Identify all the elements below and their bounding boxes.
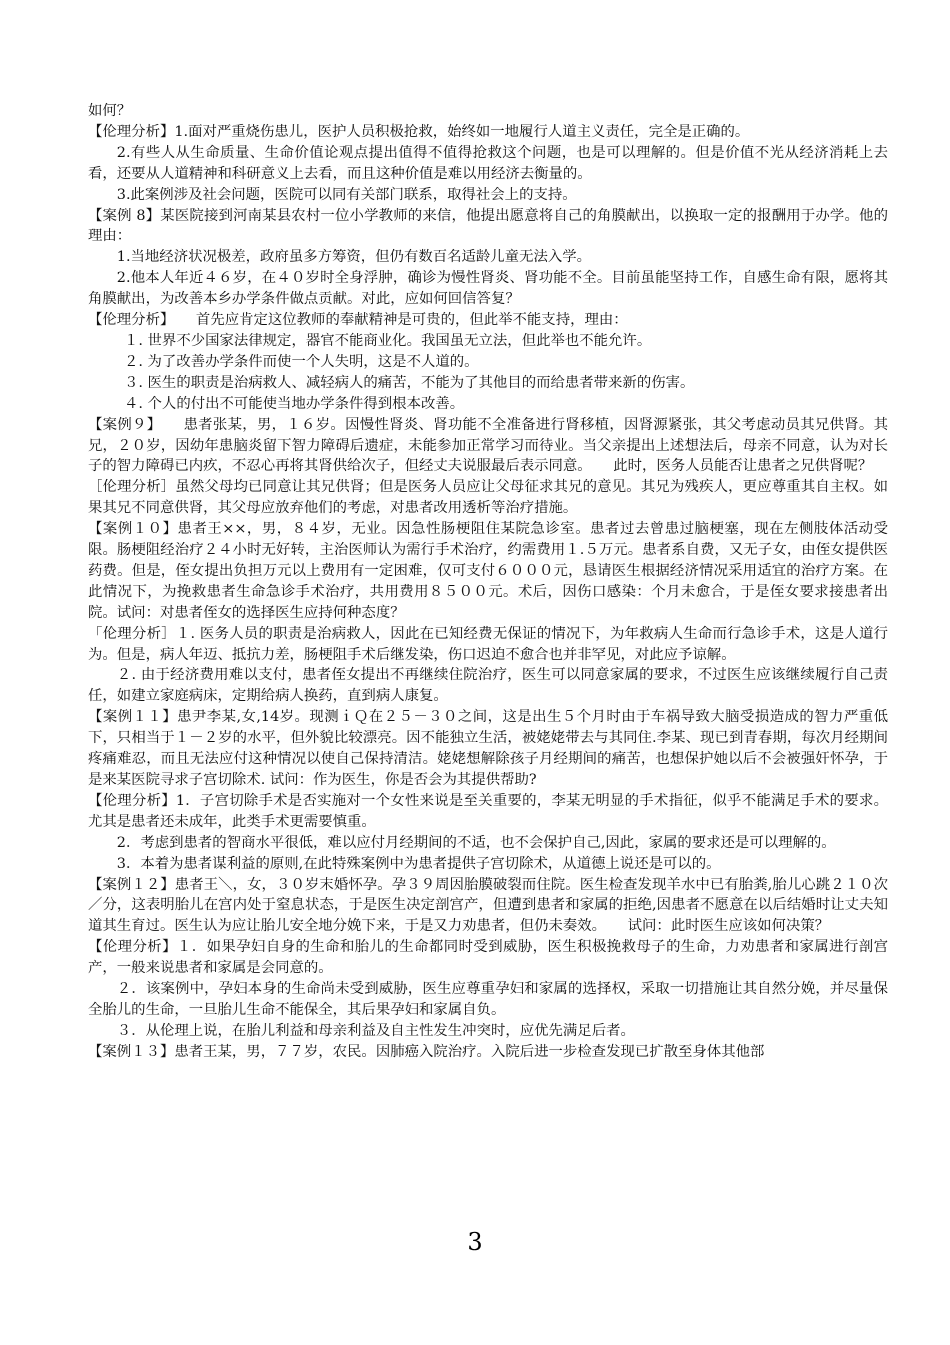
paragraph: 2．考虑到患者的智商水平很低，难以应付月经期间的不适，也不会保护自己,因此，家属的要求还是可以理解的。: [116, 834, 836, 851]
paragraph: ３．从伦理上说，在胎儿利益和母亲利益及自主性发生冲突时，应优先满足后者。: [116, 1022, 635, 1039]
document-body: [88, 101, 888, 1063]
paragraph: 3．本着为患者谋利益的原则,在此特殊案例中为患者提供子宫切除术，从道德上说还是可以的。: [116, 855, 721, 872]
paragraph: ４. 个人的付出不可能使当地办学条件得到根本改善。: [124, 395, 465, 412]
page-number: 3: [467, 1228, 483, 1256]
paragraph: ［伦理分析］虽然父母均已同意让其兄供肾；但是医务人员应让父母征求其兄的意见。其兄为残疾人，更应尊重其自主权。如果其兄不同意供肾，其父母应放弃他们的考虑，对患者改用透析等治疗措施。: [88, 479, 888, 517]
paragraph: ２. 由于经济费用难以支付，患者侄女提出不再继续住院治疗，医生可以同意家属的要求，不过医生应该继续履行自己责任，如建立家庭病床，定期给病人换药，直到病人康复。: [88, 667, 888, 705]
paragraph: １. 世界不少国家法律规定，器官不能商业化。我国虽无立法，但此举也不能允许。: [124, 332, 652, 349]
paragraph: ２．该案例中，孕妇本身的生命尚未受到威胁，医生应尊重孕妇和家属的选择权，采取一切措施让其自然分娩，并尽量保全胎儿的生命，一旦胎儿生命不能保全，其后果孕妇和家属自负。: [88, 981, 888, 1018]
paragraph: 【伦理分析】１．如果孕妇自身的生命和胎儿的生命都同时受到威胁，医生积极挽救母子的生命，力劝患者和家属进行剖宫产，一般来说患者和家属是会同意的。: [88, 939, 888, 977]
paragraph: 【案例 8】某医院接到河南某县农村一位小学教师的来信，他提出愿意将自己的角膜献出，以换取一定的报酬用于办学。他的理由：: [88, 207, 888, 245]
paragraph: ３. 医生的职责是治病救人、减轻病人的痛苦，不能为了其他目的而给患者带来新的伤害。: [124, 374, 695, 391]
paragraph: 【伦理分析】 首先应肯定这位教师的奉献精神是可贵的，但此举不能支持，理由：: [88, 312, 628, 329]
paragraph: 「伦理分析］１. 医务人员的职责是治病救人，因此在已知经费无保证的情况下，为年救病人生命而行急诊手术，这是人道行为。但是，病人年迈、抵抗力差，肠梗阻手术后继发染，伤口迟迫不愈合也并非罕见，对此应予谅解。: [88, 625, 888, 663]
paragraph: 3.此案例涉及社会问题，医院可以同有关部门联系，取得社会上的支持。: [116, 186, 577, 203]
paragraph: 【案例１２】患者王＼，女，３０岁末婚怀孕。孕３９周因胎膜破裂而住院。医生检查发现羊水中已有胎粪,胎儿心跳２１０次／分，这表明胎儿在宫内处于窒息状态，于是医生决定剖宫产，但遭到患者和家属的拒绝,因患者不愿意在以后结婚时让丈夫知道其生育过。医生认为应让胎儿安全地分娩下来，于是又力劝患者，但仍未奏效。 试问：此时医生应该如何决策？: [88, 876, 888, 935]
paragraph: 【案例１０】患者王××，男，８４岁，无业。因急性肠梗阻住某院急诊室。患者过去曾患过脑梗塞，现在左侧肢体活动受限。肠梗阻经治疗２４小时无好转，主治医师认为需行手术治疗，约需费用１.５万元。患者系自费，又无子女，由侄女提供医药费。但是，侄女提出负担万元以上费用有一定困难，仅可支付６０００元，恳请医生根据经济情况采用适宜的治疗方案。在此情况下，为挽救患者生命急诊手术治疗，共用费用８５００元。术后，因伤口感染：个月未愈合，于是侄女要求接患者出院。试问：对患者侄女的选择医生应持何种态度？: [88, 521, 888, 621]
paragraph: 【案例９】 患者张某，男，１６岁。因慢性肾炎、肾功能不全准备进行肾移植，因肾源紧张，其父考虑动员其兄供肾。其兄，２０岁，因幼年患脑炎留下智力障碍后遗症，未能参加正常学习而待业。当父亲提出上述想法后，母亲不同意，认为对长子的智力障碍已内疚，不忍心再将其肾供给次子，但经丈夫说服最后表示同意。 此时，医务人员能否让患者之兄供肾呢？: [88, 416, 888, 475]
paragraph: ２. 为了改善办学条件而使一个人失明，这是不人道的。: [124, 353, 479, 370]
paragraph: 【案例１１】患尹李某,女,14岁。现测ｉＱ在２５－３０之间，这是出生５个月时由于车祸导致大脑受损造成的智力严重低下，只相当于１－２岁的水平，但外貌比较漂亮。因不能独立生活，被姥姥带去与其同住.李某、现已到青春期，每次月经期间疼痛难忍，而且无法应付这种情况以使自己保持清洁。姥姥想解除孩子月经期间的痛苦，也想保护她以后不会被强奸怀孕，于是来某医院寻求子宫切除术. 试问：作为医生，你是否会为其提供帮助?: [88, 709, 888, 788]
paragraph: 1.当地经济状况极差，政府虽多方筹资，但仍有数百名适龄儿童无法入学。: [116, 249, 592, 266]
paragraph: 【伦理分析】1.面对严重烧伤患儿，医护人员积极抢救，始终如一地履行人道主义责任，完全是正确的。: [88, 123, 750, 140]
paragraph: 如何？: [88, 103, 132, 119]
paragraph: 2.有些人从生命质量、生命价值论观点提出值得不值得抢救这个问题，也是可以理解的。但是价值不光从经济消耗上去看，还要从人道精神和科研意义上去看，而且这种价值是难以用经济去衡量的。: [88, 144, 888, 182]
paragraph: 【案例１３】患者王某，男，７７岁，农民。因肺癌入院治疗。入院后进一步检查发现已扩散至身体其他部: [88, 1043, 765, 1060]
paragraph: 【伦理分析】1．子宫切除手术是否实施对一个女性来说是至关重要的，李某无明显的手术指征，似乎不能满足手术的要求。尤其是患者还未成年，此类手术更需要慎重。: [88, 792, 888, 830]
paragraph: 2.他本人年近４６岁，在４０岁时全身浮肿，确诊为慢性肾炎、肾功能不全。目前虽能坚持工作，自感生命有限，愿将其角膜献出，为改善本乡办学条件做点贡献。对此，应如何回信答复？: [88, 270, 888, 308]
